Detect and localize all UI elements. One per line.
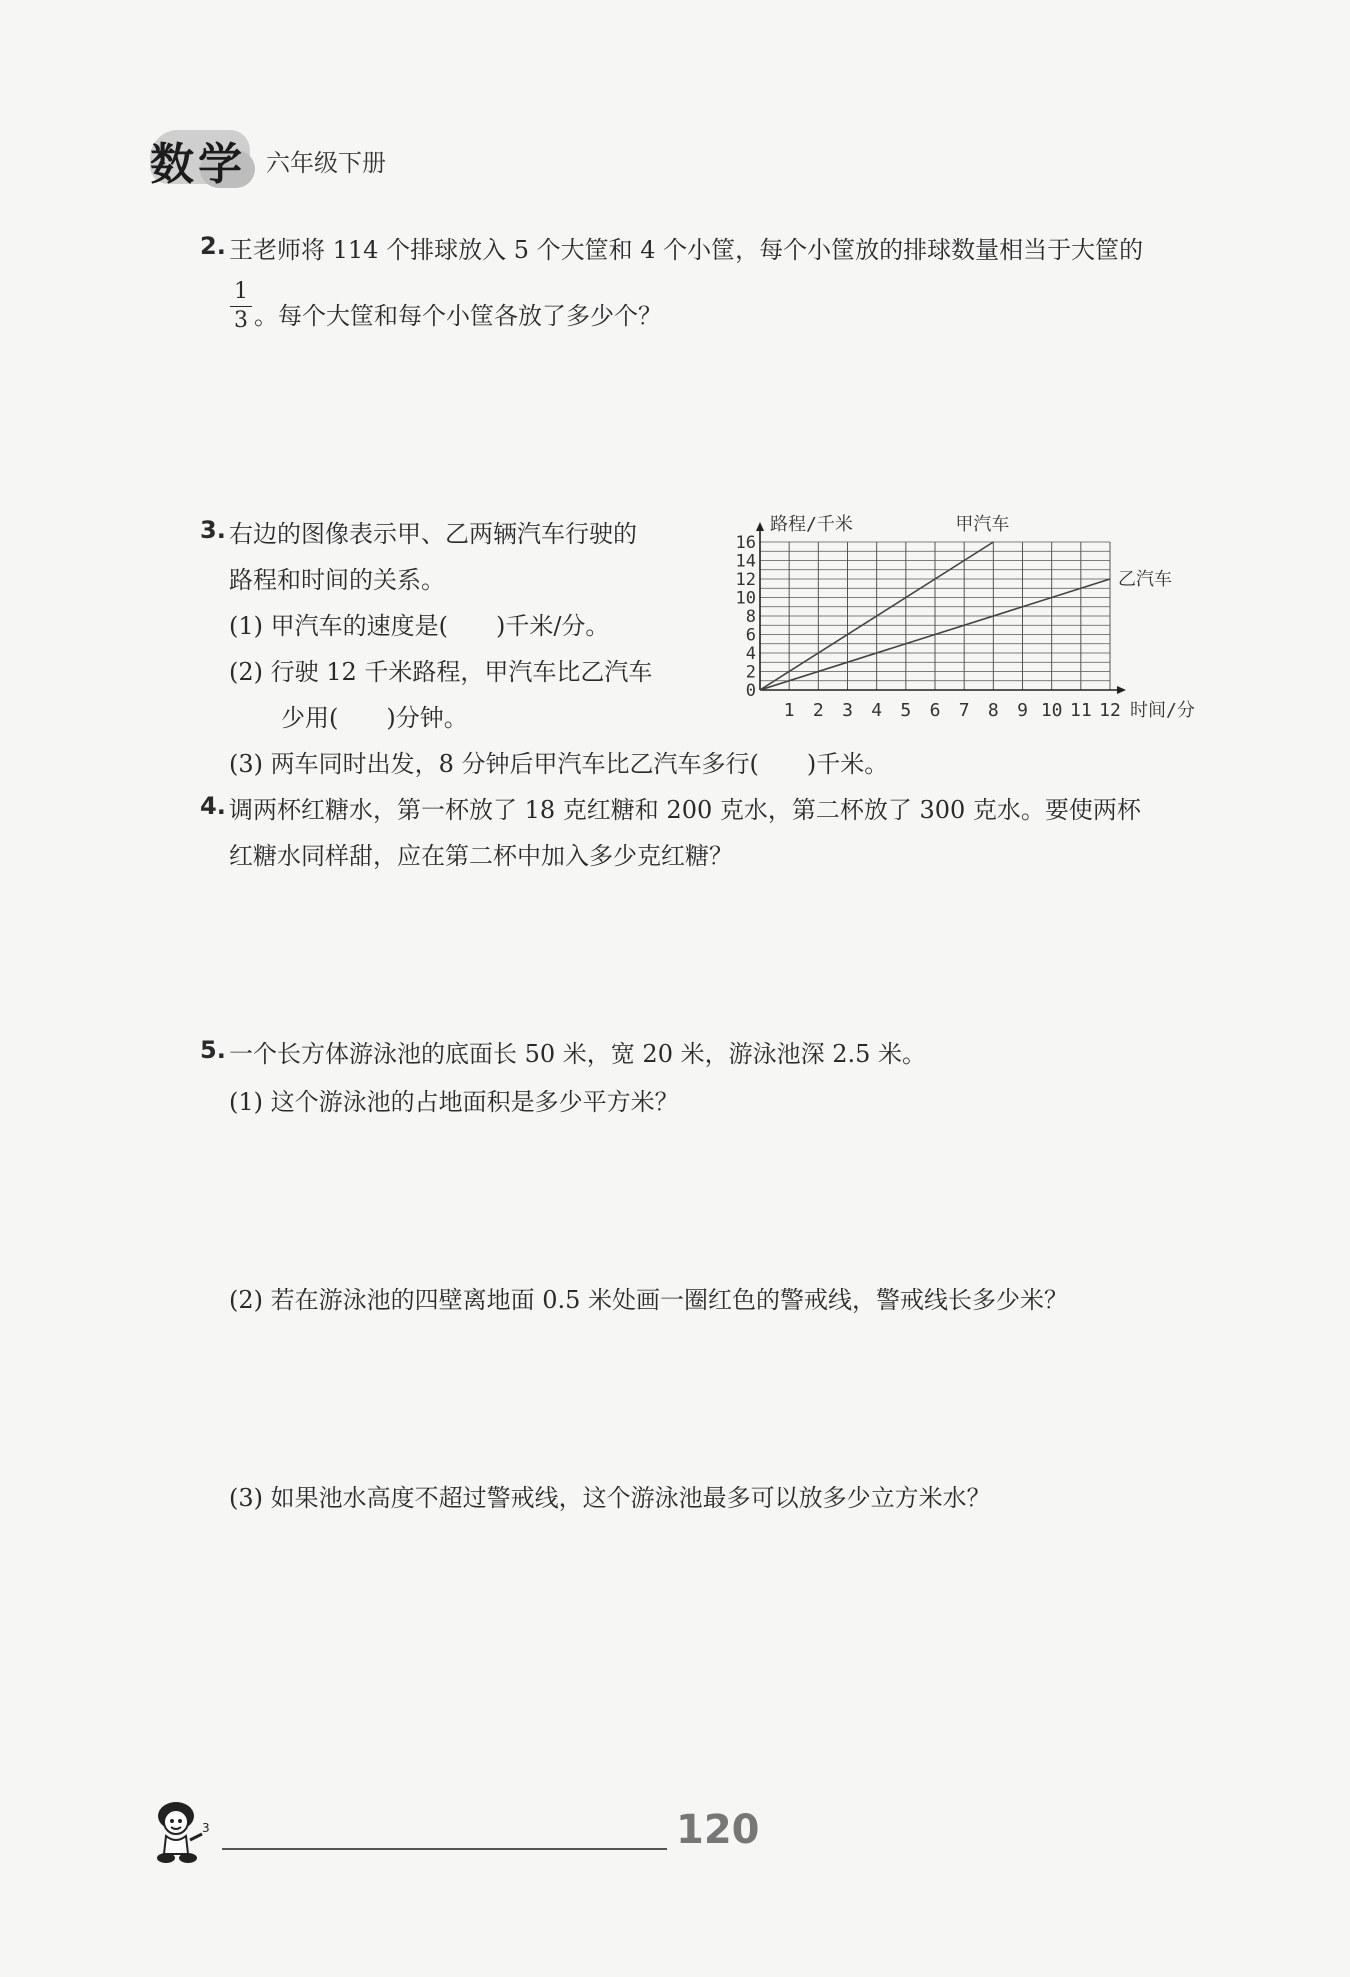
x-tick-label: 9: [1017, 700, 1028, 721]
y-tick-label: 16: [735, 533, 756, 553]
question-3-sub-1: (1) 甲汽车的速度是( )千米/分。: [229, 612, 610, 640]
question-3-sub-2a: (2) 行驶 12 千米路程，甲汽车比乙汽车: [229, 658, 653, 686]
question-3-sub-2b: 少用( )分钟。: [281, 704, 468, 732]
y-tick-label: 12: [735, 570, 756, 590]
question-2-line-2: 。每个大筐和每个小筐各放了多少个？: [254, 302, 662, 330]
x-tick-label: 12: [1099, 700, 1121, 721]
y-tick-label: 2: [745, 662, 756, 683]
question-4-line-2: 红糖水同样甜，应在第二杯中加入多少克红糖？: [229, 842, 733, 870]
question-2-number: 2.: [200, 232, 226, 260]
page-number: 120: [676, 1807, 760, 1853]
y-tick-label: 0: [745, 681, 756, 701]
x-axis-label: 时间/分: [1130, 700, 1195, 721]
y-tick-label: 6: [745, 625, 756, 646]
question-3-line-2: 路程和时间的关系。: [229, 566, 445, 594]
y-tick-label: 14: [735, 551, 756, 572]
x-tick-label: 11: [1069, 700, 1092, 721]
x-tick-label: 6: [929, 700, 941, 721]
question-5-line-1: 一个长方体游泳池的底面长 50 米，宽 20 米，游泳池深 2.5 米。: [229, 1040, 927, 1068]
x-tick-label: 8: [987, 700, 999, 721]
x-tick-label: 4: [871, 700, 883, 721]
question-2-line-1: 王老师将 114 个排球放入 5 个大筐和 4 个小筐，每个小筐放的排球数量相当于大筐的: [229, 236, 1144, 264]
x-tick-label: 1: [783, 700, 795, 721]
x-tick-label: 3: [842, 700, 853, 721]
chart-grid: [760, 542, 1110, 690]
question-4-number: 4.: [200, 792, 226, 820]
x-tick-label: 10: [1040, 700, 1063, 721]
question-5-number: 5.: [200, 1036, 226, 1064]
y-axis-label: 路程/千米: [770, 514, 853, 535]
y-tick-label: 8: [745, 607, 756, 627]
fraction-numerator: 1: [234, 279, 248, 304]
y-axis-arrow: [756, 522, 764, 531]
grade-title: 六年级下册: [266, 149, 386, 177]
series-label-yi: 乙汽车: [1118, 569, 1172, 590]
svg-text:3: 3: [202, 1821, 210, 1835]
x-tick-label: 2: [812, 700, 824, 721]
question-2-fraction: [228, 278, 254, 335]
question-3-line-1: 右边的图像表示甲、乙两辆汽车行驶的: [229, 520, 637, 548]
chart-axes: [756, 522, 1126, 694]
question-5-sub-1: (1) 这个游泳池的占地面积是多少平方米？: [229, 1088, 679, 1116]
question-3-number: 3.: [200, 516, 226, 544]
series-label-jia: 甲汽车: [955, 514, 1010, 535]
x-tick-label: 5: [900, 700, 912, 721]
question-3-sub-3: (3) 两车同时出发，8 分钟后甲汽车比乙汽车多行( )千米。: [229, 750, 889, 778]
question-5-sub-2: (2) 若在游泳池的四壁离地面 0.5 米处画一圈红色的警戒线，警戒线长多少米？: [229, 1286, 1069, 1314]
mascot-icon: [146, 1796, 218, 1868]
question-5-sub-3: (3) 如果池水高度不超过警戒线，这个游泳池最多可以放多少立方米水？: [229, 1484, 991, 1512]
fraction-denominator: 3: [234, 308, 248, 333]
x-axis-arrow: [1117, 686, 1126, 694]
x-tick-label: 7: [958, 700, 970, 721]
subject-title: 数学: [150, 139, 246, 190]
y-tick-label: 4: [745, 644, 756, 664]
question-4-line-1: 调两杯红糖水，第一杯放了 18 克红糖和 200 克水，第二杯放了 300 克水。要使两杯: [229, 796, 1141, 824]
y-tick-label: 10: [735, 588, 756, 609]
distance-time-chart: [725, 508, 1235, 728]
footer-rule: [222, 1848, 667, 1850]
